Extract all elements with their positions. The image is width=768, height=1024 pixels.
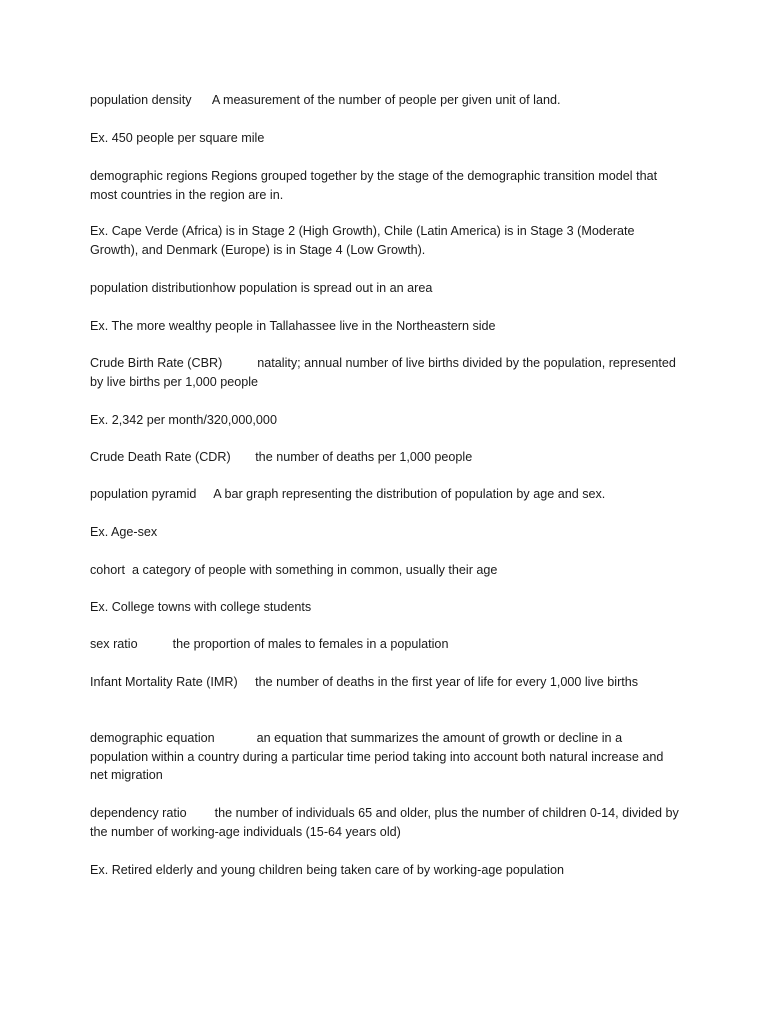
term: Infant Mortality Rate (IMR) (90, 675, 238, 689)
entry-sex-ratio (90, 635, 680, 654)
entry-population-density (90, 91, 680, 110)
term: population pyramid (90, 487, 197, 501)
term: population density (90, 93, 192, 107)
definition: A bar graph representing the distribution of population by age and sex. (213, 487, 606, 501)
term: dependency ratio (90, 806, 187, 820)
term-gap (192, 93, 212, 107)
definition: the proportion of males to females in a population (172, 637, 449, 651)
definition: the number of individuals 65 and older, plus the number of children 0-14, divided by the number of working-age individuals (15-64 years old) (90, 806, 679, 839)
term-gap (231, 450, 256, 464)
definition: a category of people with something in common, usually their age (132, 563, 498, 577)
term-gap (222, 356, 257, 370)
definition: A measurement of the number of people per given unit of land. (211, 93, 561, 107)
term: demographic regions (90, 169, 208, 183)
term: sex ratio (90, 637, 138, 651)
term-gap (138, 637, 173, 651)
entry-demographic-regions (90, 167, 680, 204)
entry-cohort (90, 561, 680, 580)
example-population-density: Ex. 450 people per square mile (90, 131, 265, 145)
example-cohort: Ex. College towns with college students (90, 600, 312, 614)
term: demographic equation (90, 731, 215, 745)
entry-population-pyramid (90, 485, 680, 504)
entry-infant-mortality-rate (90, 673, 680, 692)
definition: the number of deaths per 1,000 people (255, 450, 473, 464)
entry-crude-death-rate (90, 448, 680, 467)
definition: Regions grouped together by the stage of the demographic transition model that most countries in the region are in. (90, 169, 658, 202)
example-dependency-ratio: Ex. Retired elderly and young children being taken care of by working-age population (90, 863, 564, 877)
term: cohort (90, 563, 126, 577)
entry-demographic-equation (90, 729, 680, 785)
definition: the number of deaths in the first year of life for every 1,000 live births (255, 675, 639, 689)
entry-crude-birth-rate (90, 354, 680, 391)
example-population-pyramid: Ex. Age-sex (90, 525, 158, 539)
term-gap (238, 675, 256, 689)
term: Crude Death Rate (CDR) (90, 450, 231, 464)
entry-population-distribution (90, 279, 680, 298)
definition: how population is spread out in an area (212, 281, 433, 295)
term-gap (215, 731, 257, 745)
definition: an equation that summarizes the amount of growth or decline in a population within a country during a particular time period taking into account both natural increase and net migration (90, 731, 664, 782)
term-gap (187, 806, 215, 820)
definition: natality; annual number of live births divided by the population, represented by live births per 1,000 people (90, 356, 676, 389)
term-gap (125, 563, 132, 577)
example-crude-birth-rate: Ex. 2,342 per month/320,000,000 (90, 413, 277, 427)
term: Crude Birth Rate (CBR) (90, 356, 223, 370)
example-demographic-regions: Ex. Cape Verde (Africa) is in Stage 2 (High Growth), Chile (Latin America) is in Stage 3 (Moderate Growth), and Denmark (Europe) is in Stage 4 (Low Growth). (90, 224, 635, 257)
example-population-distribution: Ex. The more wealthy people in Tallahassee live in the Northeastern side (90, 319, 496, 333)
term-gap (196, 487, 213, 501)
term: population distribution (90, 281, 213, 295)
entry-dependency-ratio (90, 804, 680, 841)
